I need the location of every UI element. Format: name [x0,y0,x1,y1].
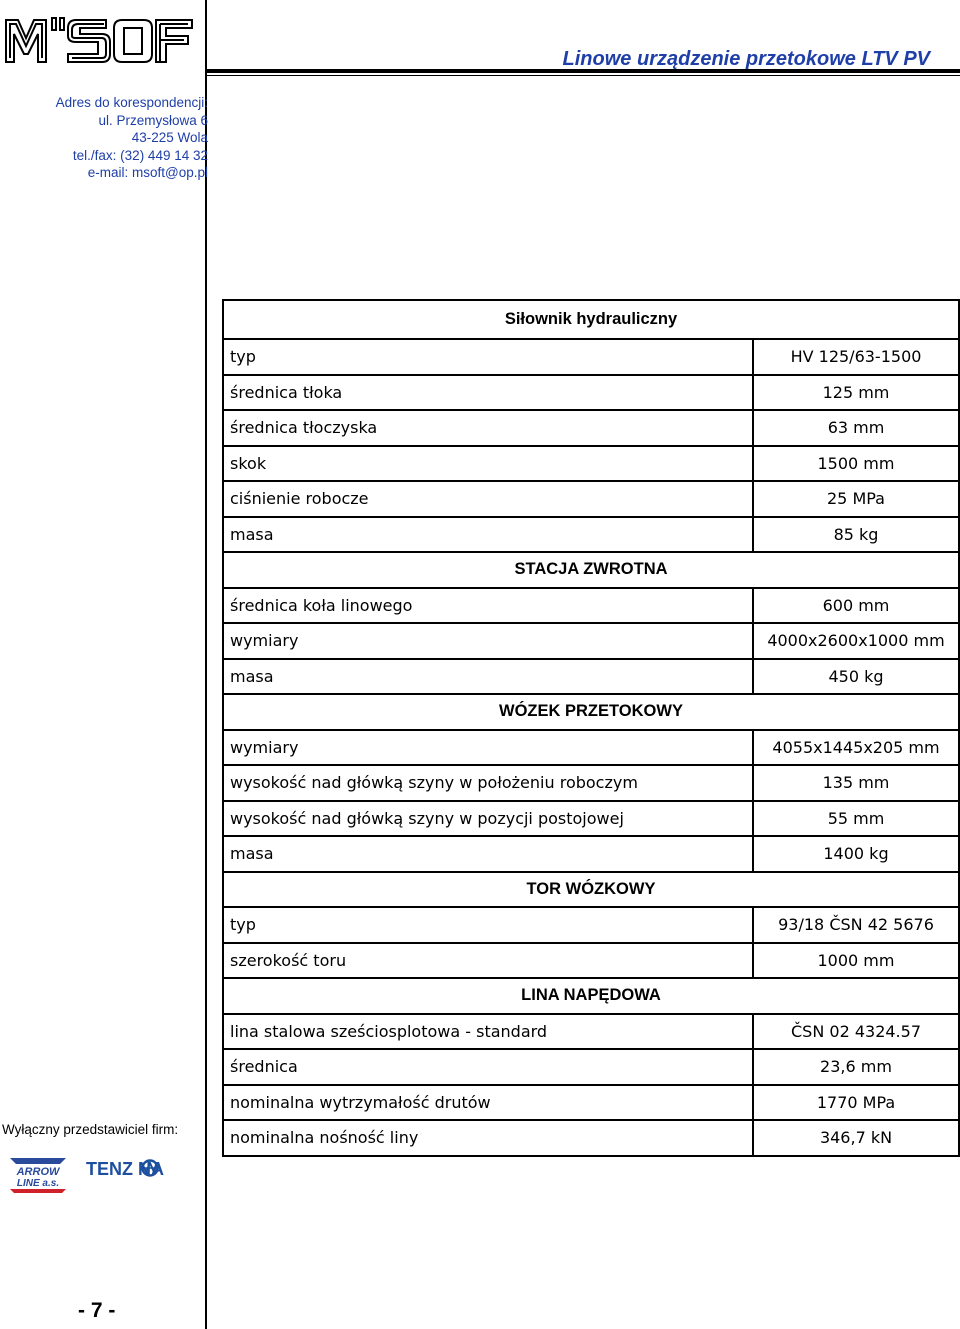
spec-value: 1400 kg [753,836,959,872]
spec-value: 85 kg [753,517,959,553]
spec-value: 600 mm [753,588,959,624]
address-line: tel./fax: (32) 449 14 32 [72,147,208,163]
spec-value: 450 kg [753,659,959,695]
spec-value: 1500 mm [753,446,959,482]
spec-label: typ [223,339,753,375]
spec-label: masa [223,659,753,695]
spec-label: wymiary [223,623,753,659]
msoft-logo [4,6,194,66]
spec-label: skok [223,446,753,482]
spec-label: typ [223,907,753,943]
address-line: Adres do korespondencji: [55,95,208,110]
page-number: - 7 - [78,1299,116,1322]
spec-label: lina stalowa sześciosplotowa - standard [223,1014,753,1050]
spec-label: wysokość nad główką szyny w pozycji postojowej [223,801,753,837]
document-title: Linowe urządzenie przetokowe LTV PV [562,48,930,70]
spec-label: ciśnienie robocze [223,481,753,517]
spec-value: 346,7 kN [753,1120,959,1156]
section-title: STACJA ZWROTNA [223,552,959,588]
spec-label: nominalna nośność liny [223,1120,753,1156]
tenzona-logo [86,1157,192,1184]
spec-value: 23,6 mm [753,1049,959,1085]
spec-value: ČSN 02 4324.57 [753,1014,959,1050]
vertical-rule [205,0,207,1329]
spec-label: średnica koła linowego [223,588,753,624]
spec-label: nominalna wytrzymałość drutów [223,1085,753,1121]
spec-label: średnica tłoczyska [223,410,753,446]
header-rule-thin [207,75,960,76]
spec-value: HV 125/63-1500 [753,339,959,375]
spec-value: 25 MPa [753,481,959,517]
arrow-line-logo [8,1156,68,1199]
address-block [0,94,208,182]
spec-label: szerokość toru [223,943,753,979]
spec-value: 55 mm [753,801,959,837]
representative-label: Wyłączny przedstawiciel firm: [2,1122,179,1137]
spec-value: 63 mm [753,410,959,446]
spec-label: masa [223,517,753,553]
spec-label: wysokość nad główką szyny w położeniu roboczym [223,765,753,801]
spec-value: 135 mm [753,765,959,801]
spec-label: średnica [223,1049,753,1085]
address-line: e-mail: msoft@op.pl [87,165,208,181]
specification-table [222,299,960,1157]
address-line: ul. Przemysłowa 6 [98,112,208,128]
section-title: LINA NAPĘDOWA [223,978,959,1014]
spec-label: średnica tłoka [223,375,753,411]
address-line: 43-225 Wola [131,130,208,146]
section-title: TOR WÓZKOWY [223,872,959,908]
spec-value: 1000 mm [753,943,959,979]
arrow-logo-line2: LINE a.s. [16,1178,60,1189]
section-title: Siłownik hydrauliczny [223,300,959,339]
spec-value: 1770 MPa [753,1085,959,1121]
spec-label: wymiary [223,730,753,766]
spec-value: 125 mm [753,375,959,411]
section-title: WÓZEK PRZETOKOWY [223,694,959,730]
tenzona-logo-text: TENZ NA [86,1159,164,1179]
spec-value: 93/18 ČSN 42 5676 [753,907,959,943]
arrow-logo-line1: ARROW [16,1166,60,1178]
spec-value: 4000x2600x1000 mm [753,623,959,659]
spec-label: masa [223,836,753,872]
spec-value: 4055x1445x205 mm [753,730,959,766]
